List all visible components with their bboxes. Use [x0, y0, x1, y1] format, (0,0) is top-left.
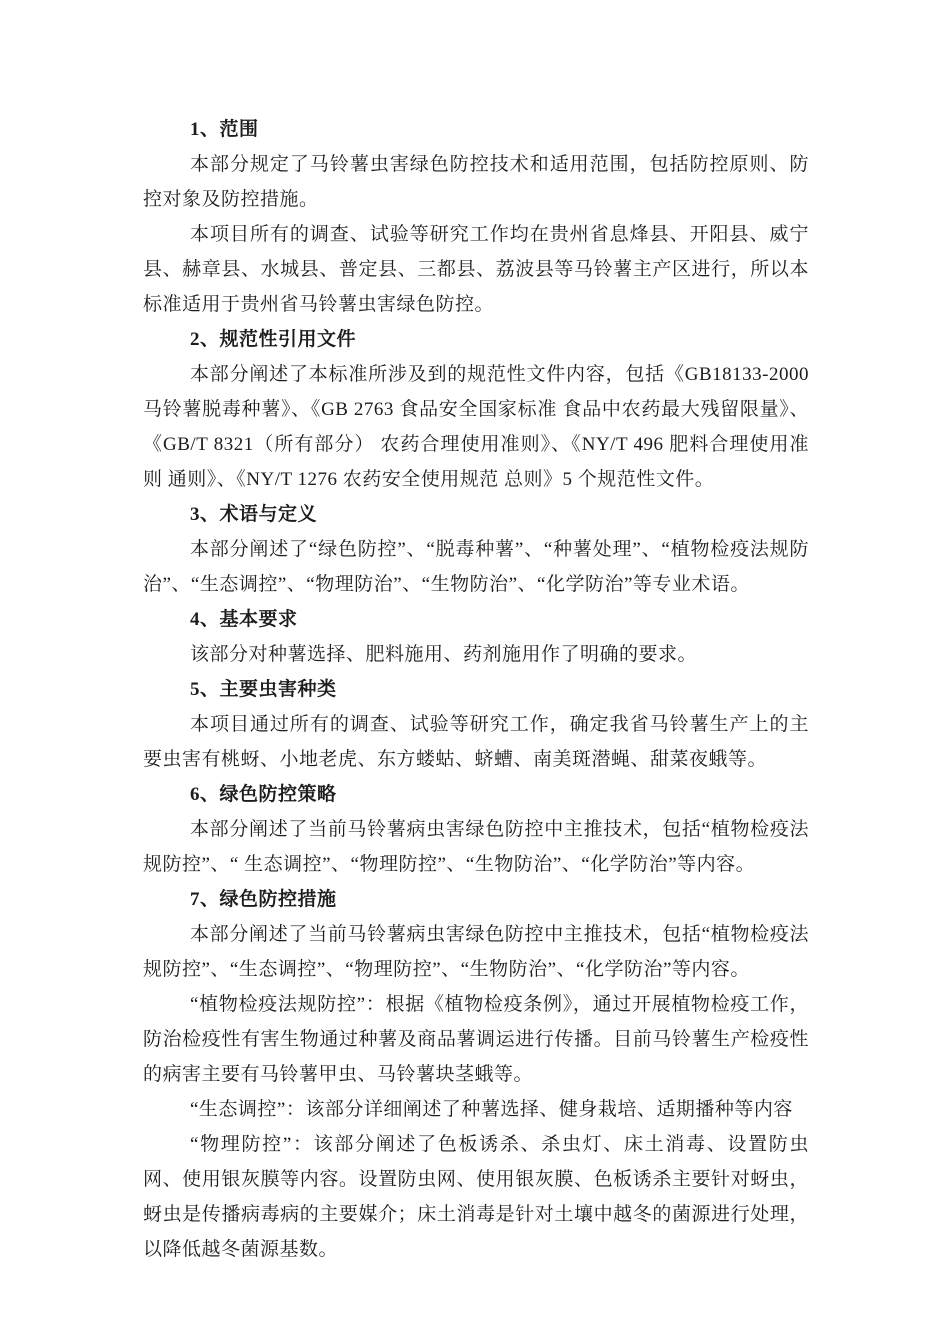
paragraph-control-measures-overview: 本部分阐述了当前马铃薯病虫害绿色防控中主推技术，包括“植物检疫法规防控”、“生态调控”、“物理防控”、“生物防治”、“化学防治”等内容。	[143, 924, 809, 980]
section-heading-main-pest-species: 5、主要虫害种类	[190, 679, 337, 700]
section-heading-control-strategy: 6、绿色防控策略	[190, 784, 337, 805]
paragraph-scope-definition: 本部分规定了马铃薯虫害绿色防控技术和适用范围，包括防控原则、防控对象及防控措施。	[143, 154, 809, 210]
paragraph-physical-control: “物理防控”：该部分阐述了色板诱杀、杀虫灯、床土消毒、设置防虫网、使用银灰膜等内容。设置防虫网、使用银灰膜、色板诱杀主要针对蚜虫，蚜虫是传播病毒病的主要媒介；床土消毒是针对土壤中越冬的菌源进行处理，以降低越冬菌源基数。	[143, 1134, 809, 1260]
paragraph-terms-definitions: 本部分阐述了“绿色防控”、“脱毒种薯”、“种薯处理”、“植物检疫法规防治”、“生态调控”、“物理防治”、“生物防治”、“化学防治”等专业术语。	[143, 539, 809, 595]
section-heading-control-measures: 7、绿色防控措施	[190, 889, 337, 910]
section-heading-terms-definitions: 3、术语与定义	[190, 504, 318, 525]
section-heading-scope: 1、范围	[190, 119, 259, 140]
paragraph-normative-references: 本部分阐述了本标准所涉及到的规范性文件内容，包括《GB18133-2000 马铃薯脱毒种薯》、《GB 2763 食品安全国家标准 食品中农药最大残留限量》、《GB/T 8321（所有部分） 农药合理使用准则》、《NY/T 496 肥料合理使用准则 通则》、《NY/T 1276 农药安全使用规范 总则》5 个规范性文件。	[143, 364, 809, 490]
paragraph-main-pest-species: 本项目通过所有的调查、试验等研究工作，确定我省马铃薯生产上的主要虫害有桃蚜、小地老虎、东方蝼蛄、蛴螬、南美斑潜蝇、甜菜夜蛾等。	[143, 714, 809, 770]
paragraph-ecological-regulation: “生态调控”：该部分详细阐述了种薯选择、健身栽培、适期播种等内容	[190, 1099, 793, 1120]
paragraph-control-strategy: 本部分阐述了当前马铃薯病虫害绿色防控中主推技术，包括“植物检疫法规防控”、“ 生态调控”、“物理防控”、“生物防治”、“化学防治”等内容。	[143, 819, 809, 875]
paragraph-basic-requirements: 该部分对种薯选择、肥料施用、药剂施用作了明确的要求。	[190, 644, 698, 665]
section-heading-basic-requirements: 4、基本要求	[190, 609, 298, 630]
document-body	[143, 112, 809, 1267]
section-heading-normative-references: 2、规范性引用文件	[190, 329, 357, 350]
paragraph-quarantine-regulation: “植物检疫法规防控”：根据《植物检疫条例》，通过开展植物检疫工作，防治检疫性有害生物通过种薯及商品薯调运进行传播。目前马铃薯生产检疫性的病害主要有马铃薯甲虫、马铃薯块茎蛾等。	[143, 994, 809, 1085]
paragraph-scope-regions: 本项目所有的调查、试验等研究工作均在贵州省息烽县、开阳县、威宁县、赫章县、水城县、普定县、三都县、荔波县等马铃薯主产区进行，所以本标准适用于贵州省马铃薯虫害绿色防控。	[143, 224, 809, 315]
